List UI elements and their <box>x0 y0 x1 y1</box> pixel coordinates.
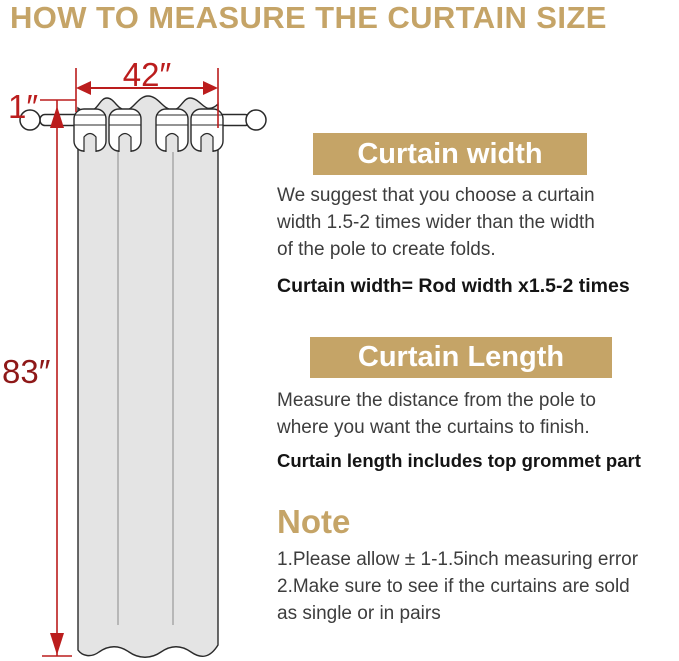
curtain-panel <box>78 96 218 657</box>
curtain-length-formula: Curtain length includes top grommet part <box>277 450 641 471</box>
length-dimension-label: 83″ <box>2 353 51 390</box>
curtain-length-heading: Curtain Length <box>310 337 612 378</box>
curtain-width-formula: Curtain width= Rod width x1.5-2 times <box>277 275 630 297</box>
arrow-left-icon <box>76 81 91 95</box>
curtain-width-body-line: width 1.5-2 times wider than the width <box>277 212 595 233</box>
curtain-width-body-line: of the pole to create folds. <box>277 239 496 260</box>
note-line: 2.Make sure to see if the curtains are sold <box>277 576 630 597</box>
grommet <box>156 109 188 152</box>
grommet <box>109 109 141 152</box>
note-line: 1.Please allow ± 1-1.5inch measuring error <box>277 549 639 570</box>
curtain-width-body-line: We suggest that you choose a curtain <box>277 185 595 206</box>
curtain-width-heading: Curtain width <box>313 133 587 175</box>
page-title: HOW TO MEASURE THE CURTAIN SIZE <box>10 0 607 35</box>
arrow-down-icon <box>50 633 64 655</box>
note-line: as single or in pairs <box>277 603 441 624</box>
curtain-length-body-line: Measure the distance from the pole to <box>277 390 596 411</box>
curtain-length-body-line: where you want the curtains to finish. <box>277 417 590 438</box>
rod-finial-right <box>246 110 266 130</box>
grommet <box>74 109 106 152</box>
rod-drop-label: 1″ <box>8 88 39 125</box>
arrow-right-icon <box>203 81 218 95</box>
length-dimension <box>2 88 76 656</box>
width-dimension-label: 42″ <box>122 56 172 93</box>
note-heading: Note <box>277 503 351 540</box>
